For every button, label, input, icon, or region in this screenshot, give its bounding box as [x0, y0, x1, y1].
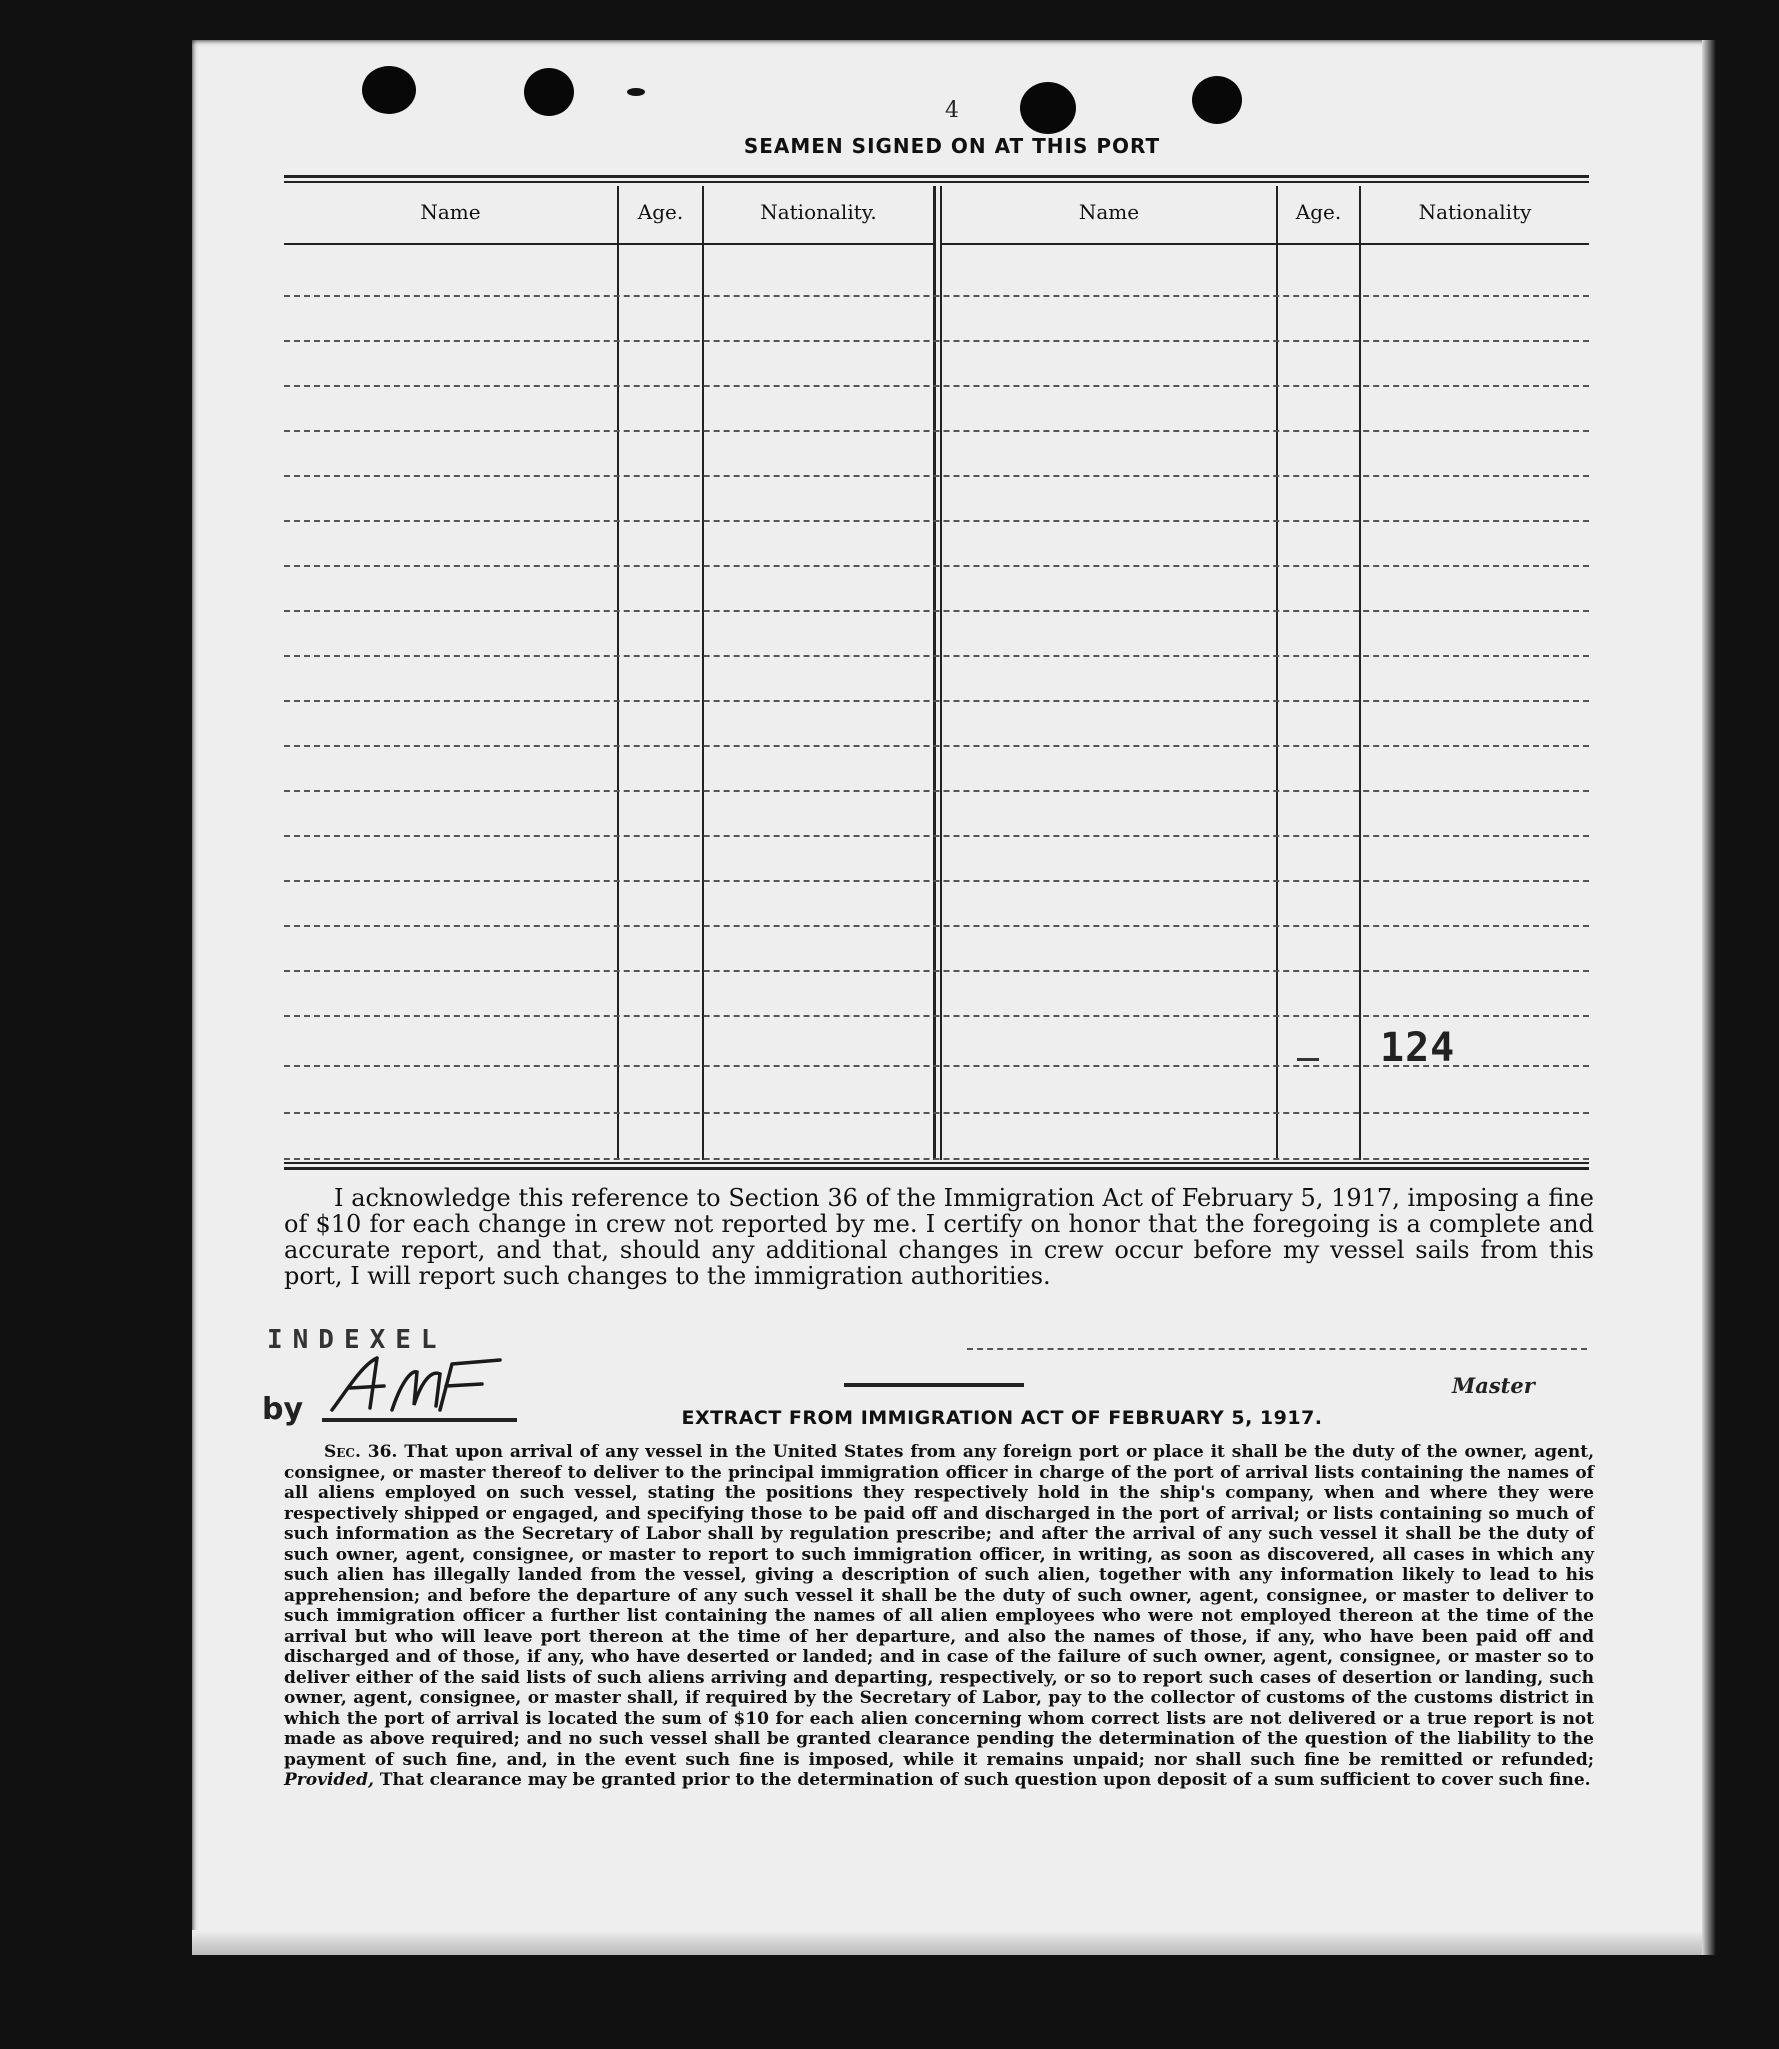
- acknowledgement-paragraph: [284, 1185, 1594, 1289]
- page-edge: [192, 1930, 1712, 1955]
- stamped-number: 124: [1380, 1025, 1456, 1071]
- section-divider: [844, 1383, 1024, 1387]
- header-age-right: Age.: [1295, 200, 1342, 224]
- master-label: Master: [1452, 1373, 1535, 1398]
- header-nationality-left: Nationality.: [760, 200, 877, 224]
- header-underline: [940, 243, 1589, 245]
- acknowledgement-text: I acknowledge this reference to Section 36 of the Immigration Act of February 5, 1917, imposing a fine of $10 for each change in crew not reported by me. I certify on honor that the foregoing is a complete and accurate report, and that, should any additional changes in crew occur before my vessel sails from this port, I will report such changes to the immigration authorities.: [284, 1184, 1594, 1290]
- document-page: [192, 40, 1712, 1955]
- page-number: 4: [945, 98, 959, 123]
- table-row: [284, 1158, 1589, 1160]
- table-row: [284, 835, 1589, 837]
- table-row: [284, 520, 1589, 522]
- table-row: [284, 1015, 1589, 1017]
- table-row: [284, 880, 1589, 882]
- page-title: SEAMEN SIGNED ON AT THIS PORT: [743, 134, 1161, 158]
- column-divider: [617, 186, 619, 1160]
- table-row: [284, 925, 1589, 927]
- extract-title: EXTRACT FROM IMMIGRATION ACT OF FEBRUARY 5, 1917.: [681, 1407, 1323, 1429]
- table-row: [284, 1112, 1589, 1114]
- section-lead: Sec. 36.: [324, 1442, 398, 1462]
- master-signature-line: [967, 1348, 1587, 1350]
- header-nationality-right: Nationality: [1418, 200, 1532, 224]
- table-row: [284, 295, 1589, 297]
- table-row: [284, 565, 1589, 567]
- table-row: [284, 385, 1589, 387]
- section-text: That upon arrival of any vessel in the United States from any foreign port or place it shall be the duty of the owner, agent, consignee, or master thereof to deliver to the principal immigration officer in charge of the port of arrival lists containing the names of all aliens employed on such vessel, stating the positions they respectively hold in the ship's company, when and where they were respectively shipped or engaged, and specifying those to be paid off and discharged in the port of arrival; or lists containing so much of such information as the Secretary of Labor shall by regulation prescribe; and after the arrival of any such vessel it shall be the duty of such owner, agent, consignee, or master to report to such immigration officer, in writing, as soon as discovered, all cases in which any such alien has illegally landed from the vessel, giving a description of such alien, together with any information likely to lead to his apprehension; and before the departure of any such vessel it shall be the duty of such owner, agent, consignee, or master to deliver to such immigration officer a further list containing the names of all alien employees who were not employed thereon at the time of the arrival but who will leave port thereon at the time of her departure, and also the names of those, if any, who have been paid off and discharged and of those, if any, who have deserted or landed; and in case of the failure of such owner, agent, consignee, or master so to deliver either of the said lists of such aliens arriving and departing, respectively, or so to report such cases of desertion or landing, such owner, agent, consignee, or master shall, if required by the Secretary of Labor, pay to the collector of customs of the customs district in which the port of arrival is located the sum of $10 for each alien concerning whom correct lists are not delivered or a true report is not made as above required; and no such vessel shall be granted clearance pending the determination of the question of the liability to the payment of such fine, and, in the event such fine is imposed, while it remains unpaid; nor shall such fine be remitted or refunded;: [284, 1442, 1594, 1770]
- table-row: [284, 475, 1589, 477]
- table-top-rule: [284, 181, 1589, 183]
- header-name-right: Name: [1078, 200, 1140, 224]
- table-bottom-rule: [284, 1162, 1589, 1164]
- column-divider: [702, 186, 704, 1160]
- table-row: [284, 610, 1589, 612]
- table-bottom-rule: [284, 1167, 1589, 1170]
- header-age-left: Age.: [637, 200, 684, 224]
- table-row: [284, 340, 1589, 342]
- table-row: [284, 790, 1589, 792]
- column-divider: [1359, 186, 1361, 1160]
- section-tail: That clearance may be granted prior to the determination of such question upon deposit of a sum sufficient to cover such fine.: [379, 1770, 1591, 1790]
- handwritten-dash: [1297, 1058, 1319, 1061]
- table-row: [284, 700, 1589, 702]
- ink-speck: [627, 88, 645, 96]
- table-top-rule: [284, 175, 1589, 178]
- column-divider: [933, 186, 936, 1160]
- header-name-left: Name: [420, 200, 481, 224]
- column-divider: [940, 186, 942, 1160]
- column-divider: [1276, 186, 1278, 1160]
- provided-word: Provided,: [284, 1770, 374, 1790]
- table-row: [284, 970, 1589, 972]
- header-underline: [284, 243, 934, 245]
- table-row: [284, 655, 1589, 657]
- indexed-stamp: INDEXEL: [267, 1325, 447, 1355]
- indexed-by-label: by: [262, 1392, 304, 1427]
- table-row: [284, 745, 1589, 747]
- extract-body: [284, 1442, 1594, 1791]
- table-row: [284, 430, 1589, 432]
